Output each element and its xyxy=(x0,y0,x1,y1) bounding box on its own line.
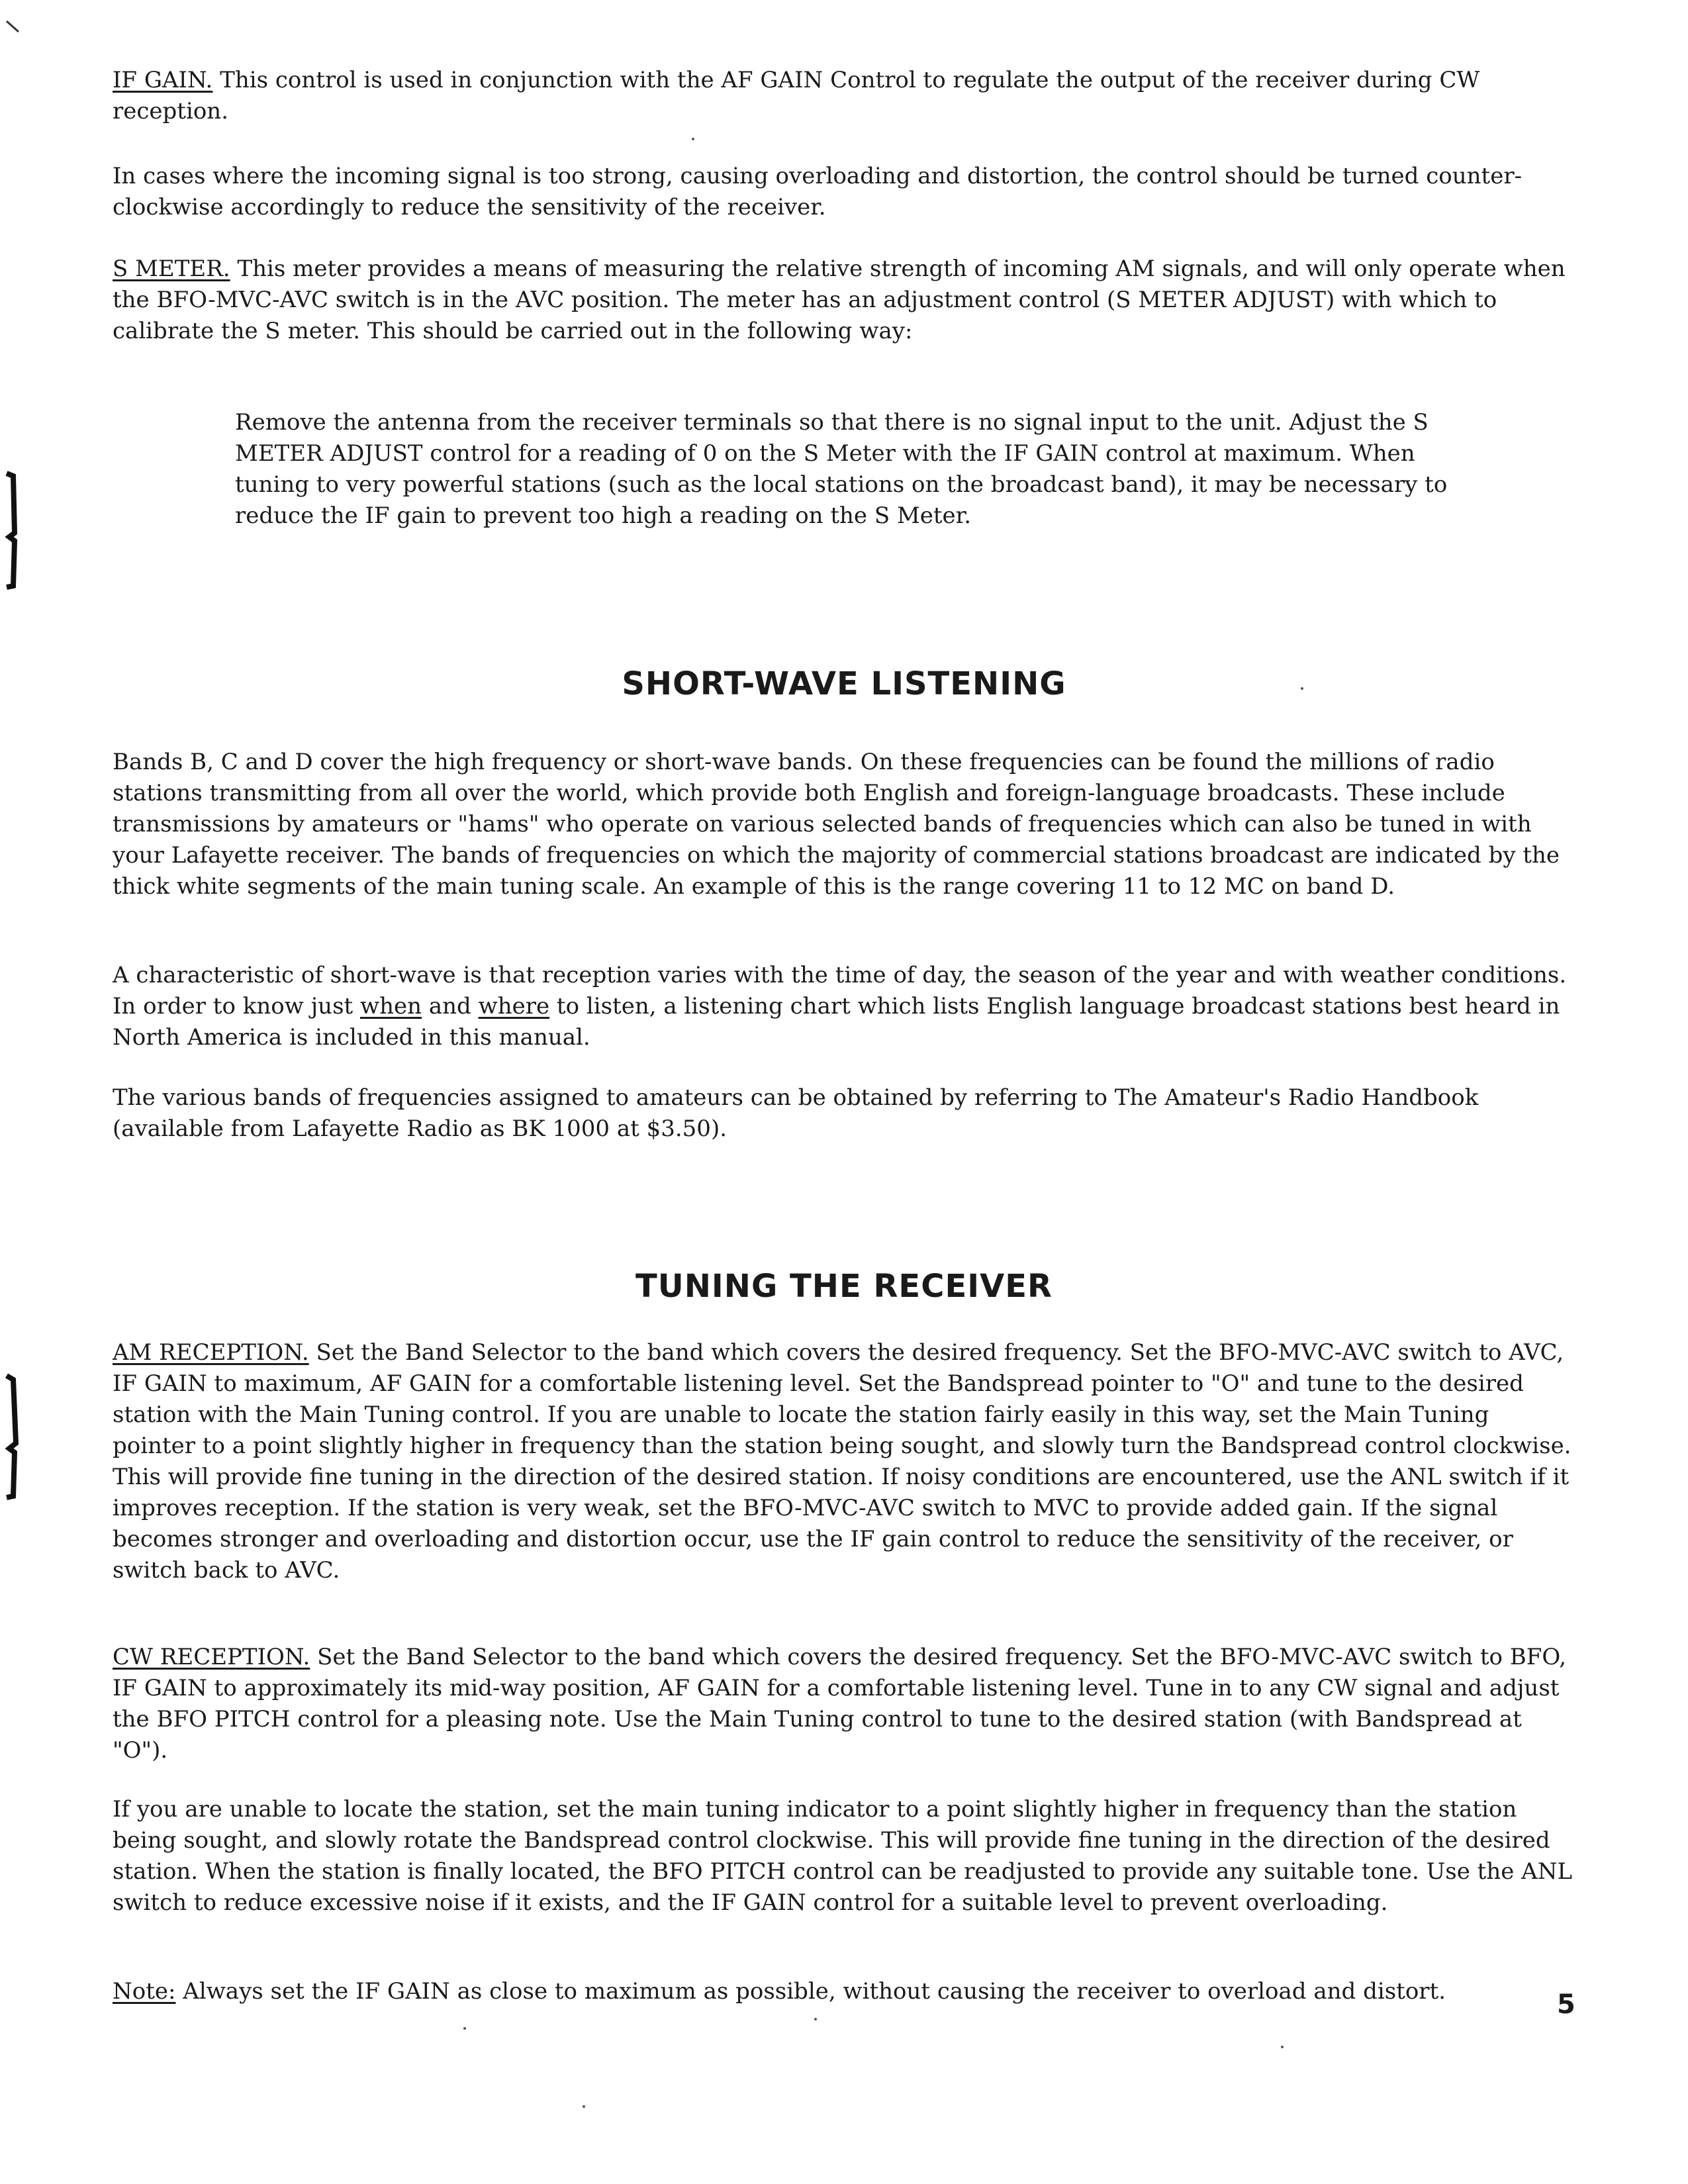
cw-reception-text: Set the Band Selector to the band which covers the desired frequency. Set the BFO-MVC-AVC switch to BFO, IF GAIN to approximately its mid-way position, AF GAIN for a comfortable listening level. Tune in to any CW signal and adjust the BFO PITCH control for a pleasing note. Use the Main Tuning control to tune to the desired station (with Bandspread at "O"). xyxy=(113,1644,1567,1764)
note-text: Always set the IF GAIN as close to maximum as possible, without causing the receiver to overload and distort. xyxy=(183,1978,1446,2005)
am-reception-paragraph xyxy=(113,1337,1575,1586)
short-wave-p2-end: to listen, a listening chart which lists English language broadcast stations best heard in North America is included in this manual. xyxy=(113,993,1560,1051)
s-meter-text: This meter provides a means of measuring the relative strength of incoming AM signals, and will only operate when the BFO-MVC-AVC switch is in the AVC position. The meter has an adjustment control (S METER ADJUST) with which to calibrate the S meter. This should be carried out in the following way: xyxy=(113,256,1566,344)
if-gain-label: IF GAIN. xyxy=(113,67,213,93)
if-gain-overload-paragraph: In cases where the incoming signal is too strong, causing overloading and distortion, the control should be turned counter-clockwise accordingly to reduce the sensitivity of the receiver. xyxy=(113,163,1523,220)
note-paragraph xyxy=(113,1976,1536,2007)
am-reception-text: Set the Band Selector to the band which covers the desired frequency. Set the BFO-MVC-AVC switch to AVC, IF GAIN to maximum, AF GAIN for a comfortable listening level. Set the Bandspread pointer to "O" and tune to the desired station with the Main Tuning control. If you are unable to locate the station fairly easily in this way, set the Main Tuning pointer to a point slightly higher in frequency than the station being sought, and slowly turn the Bandspread control clockwise. This will provide fine tuning in the direction of the desired station. If noisy conditions are encountered, use the ANL switch if it improves reception. If the station is very weak, set the BFO-MVC-AVC switch to MVC to provide added gain. If the signal becomes stronger and overloading and distortion occur, use the IF gain control to reduce the sensitivity of the receiver, or switch back to AVC. xyxy=(113,1339,1571,1584)
scan-speck xyxy=(583,2105,585,2108)
scan-mark xyxy=(5,20,25,40)
scan-speck xyxy=(814,2018,817,2020)
short-wave-p2-start: A characteristic of short-wave is that reception varies with the time of day, the season of the year and with weather conditions. In order to know just xyxy=(113,962,1567,1020)
cw-reception-label: CW RECEPTION. xyxy=(113,1644,310,1670)
short-wave-paragraph-2 xyxy=(113,960,1575,1053)
scan-speck xyxy=(1301,687,1303,690)
am-reception-label: AM RECEPTION. xyxy=(113,1339,309,1366)
if-gain-text: This control is used in conjunction with the AF GAIN Control to regulate the output of the receiver during CW reception. xyxy=(113,67,1480,124)
emphasis-when: when xyxy=(360,993,422,1020)
cw-reception-paragraph xyxy=(113,1642,1575,1766)
if-gain-paragraph xyxy=(113,65,1575,127)
s-meter-label: S METER. xyxy=(113,256,230,282)
scan-speck xyxy=(692,138,694,140)
tuning-heading: TUNING THE RECEIVER xyxy=(635,1268,1053,1305)
binding-mark-top xyxy=(0,467,26,593)
page-number: 5 xyxy=(1557,1989,1575,2020)
s-meter-calibration-steps: Remove the antenna from the receiver terminals so that there is no signal input to the unit. Adjust the S METER ADJUST control for a reading of 0 on the S Meter with the IF GAIN control at maximum. When tuning to very powerful stations (such as the local stations on the broadcast band), it may be necessary to reduce the IF gain to prevent too high a reading on the S Meter. xyxy=(235,409,1448,529)
short-wave-heading: SHORT-WAVE LISTENING xyxy=(622,665,1066,702)
scan-speck xyxy=(463,2027,466,2030)
short-wave-paragraph-3: The various bands of frequencies assigned to amateurs can be obtained by referring to The Amateur's Radio Handbook (available from Lafayette Radio as BK 1000 at $3.50). xyxy=(113,1084,1479,1142)
binding-mark-bottom xyxy=(0,1370,26,1503)
emphasis-where: where xyxy=(478,993,550,1020)
cw-fine-tuning-paragraph: If you are unable to locate the station, set the main tuning indicator to a point slightly higher in frequency than the station being sought, and slowly rotate the Bandspread control clockwise. This will provide fine tuning in the direction of the desired station. When the station is finally located, the BFO PITCH control can be readjusted to provide any suitable tone. Use the ANL switch to reduce excessive noise if it exists, and the IF GAIN control for a suitable level to prevent overloading. xyxy=(113,1796,1573,1916)
note-label: Note: xyxy=(113,1978,176,2005)
scan-speck xyxy=(1281,2046,1284,2048)
short-wave-paragraph-1: Bands B, C and D cover the high frequency or short-wave bands. On these frequencies can be found the millions of radio stations transmitting from all over the world, which provide both English and foreign-language broadcasts. These include transmissions by amateurs or "hams" who operate on various selected bands of frequencies which can also be tuned in with your Lafayette receiver. The bands of frequencies on which the majority of commercial stations broadcast are indicated by the thick white segments of the main tuning scale. An example of this is the range covering 11 to 12 MC on band D. xyxy=(113,749,1560,900)
s-meter-paragraph xyxy=(113,254,1575,347)
short-wave-p2-and: and xyxy=(428,993,471,1020)
